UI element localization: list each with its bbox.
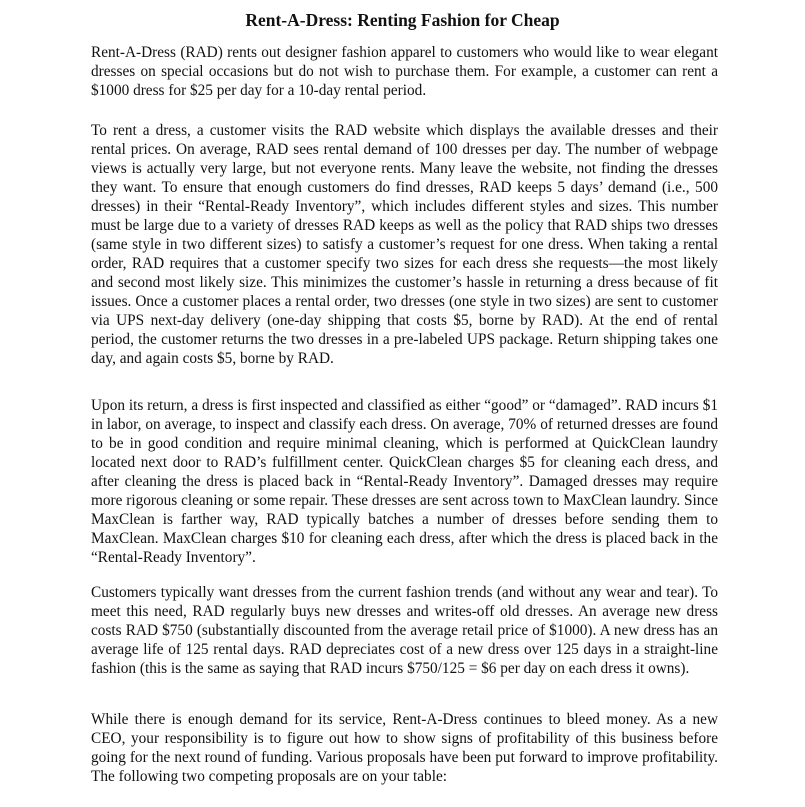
paragraph-ceo-task: While there is enough demand for its service, Rent-A-Dress continues to bleed money. As a new CEO, your responsibility is to figure out how to show signs of profitability of this business before going for the next round of funding. Various proposals have been put forward to improve profitability. The following two competing proposals are on your table: bbox=[91, 711, 718, 785]
paragraph-rental-process: To rent a dress, a customer visits the RAD website which displays the available dresses and their rental prices. On average, RAD sees rental demand of 100 dresses per day. The number of webpage views is actually very large, but not everyone rents. Many leave the website, not finding the dresses they want. To ensure that enough customers do find dresses, RAD keeps 5 days’ demand (i.e., 500 dresses) in their “Rental-Ready Inventory”, which includes different styles and sizes. This number must be large due to a variety of dresses RAD keeps as well as the policy that RAD ships two dresses (same style in two different sizes) to satisfy a customer’s request for one dress. When taking a rental order, RAD requires that a customer specify two sizes for each dress she requests—the most likely and second most likely size. This minimizes the customer’s hassle in returning a dress because of fit issues. Once a customer places a rental order, two dresses (one style in two sizes) are sent to customer via UPS next-day delivery (one-day shipping that costs $5, borne by RAD). At the end of rental period, the customer returns the two dresses in a pre-labeled UPS package. Return shipping takes one day, and again costs $5, borne by RAD. bbox=[91, 122, 718, 367]
document-title: Rent-A-Dress: Renting Fashion for Cheap bbox=[245, 10, 560, 30]
paragraph-new-dresses: Customers typically want dresses from the current fashion trends (and without any wear and tear). To meet this need, RAD regularly buys new dresses and writes-off old dresses. An average new dress costs RAD $750 (substantially discounted from the average retail price of $1000). A new dress has an average life of 125 rental days. RAD depreciates cost of a new dress over 125 days in a straight-line fashion (this is the same as saying that RAD incurs $750/125 = $6 per day on each dress it owns). bbox=[91, 584, 718, 677]
paragraph-intro: Rent-A-Dress (RAD) rents out designer fashion apparel to customers who would like to wear elegant dresses on special occasions but do not wish to purchase them. For example, a customer can rent a $1000 dress for $25 per day for a 10-day rental period. bbox=[91, 44, 718, 99]
paragraph-returns-cleaning: Upon its return, a dress is first inspected and classified as either “good” or “damaged”. RAD incurs $1 in labor, on average, to inspect and classify each dress. On average, 70% of returned dresses are found to be in good condition and require minimal cleaning, which is performed at QuickClean laundry located next door to RAD’s fulfillment center. QuickClean charges $5 for cleaning each dress, and after cleaning the dress is placed back in “Rental-Ready Inventory”. Damaged dresses may require more rigorous cleaning or some repair. These dresses are sent across town to MaxClean laundry. Since MaxClean is farther way, RAD typically batches a number of dresses before sending them to MaxClean. MaxClean charges $10 for cleaning each dress, after which the dress is placed back in the “Rental-Ready Inventory”. bbox=[91, 397, 718, 566]
